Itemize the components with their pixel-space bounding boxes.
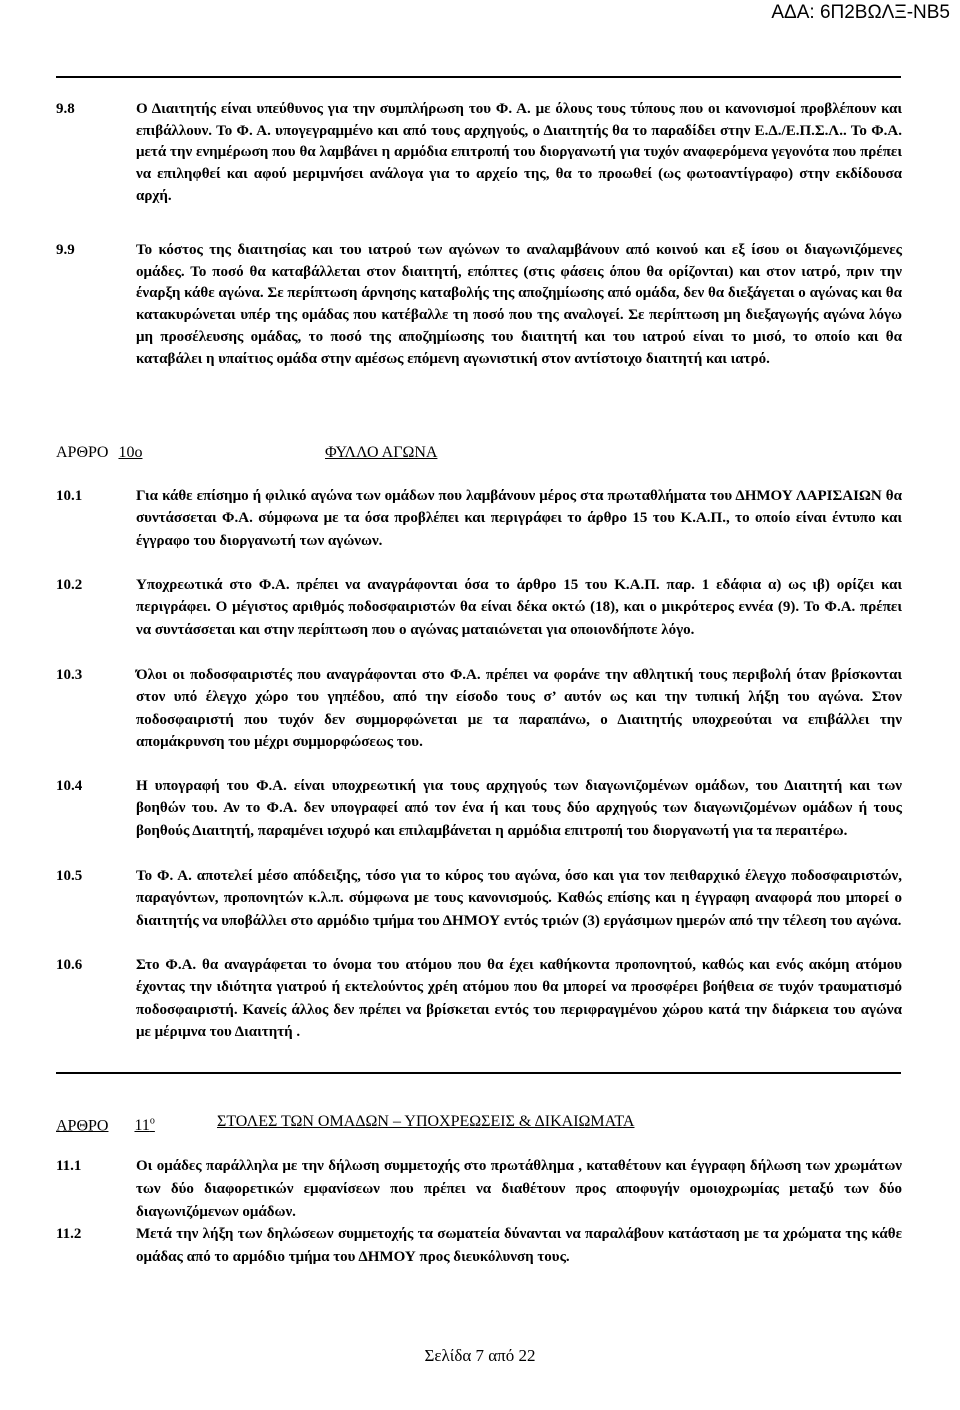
paragraph-text: Στο Φ.Α. θα αναγράφεται το όνομα του ατόμου που θα έχει καθήκοντα προπονητού, καθώς και ενός ακόμη ατόμου έχοντας την ιδιότητα γιατρού ή εκτελούντος χρέη ατόμου που θα μπορεί να προσφέρει βοήθεια σε τυχόν τραυματισμό ποδοσφαιριστή. Κανείς άλλος δεν πρέπει να βρίσκεται εντός του περιφραγμένου χώρου κατά την διάρκεια του αγώνα με μέριμνα του Διαιτητή . — [136, 957, 902, 1040]
paragraph-text: Υποχρεωτικά στο Φ.Α. πρέπει να αναγράφονται όσα το άρθρο 15 του Κ.Α.Π. παρ. 1 εδάφια α) ως ιβ) ορίζει και περιγράφει. Ο μέγιστος αριθμός ποδοσφαιριστών θα είναι δέκα οκτώ (18), και ο μικρότερος εννέα (9). Το Φ.Α. πρέπει να συντάσσεται και στην περίπτωση που ο αγώνας ματαιώνεται για οποιονδήποτε λόγο. — [136, 577, 902, 638]
paragraph-10-1 — [56, 485, 902, 552]
article-number: 11 — [134, 1117, 150, 1135]
article-title: ΦΥΛΛΟ ΑΓΩΝΑ — [325, 444, 438, 461]
paragraph-number: 11.1 — [56, 1158, 82, 1174]
paragraph-10-5 — [56, 865, 902, 932]
article-title: ΣΤΟΛΕΣ ΤΩΝ ΟΜΑΔΩΝ – ΥΠΟΧΡΕΩΣΕΙΣ & ΔΙΚΑΙΩΜΑΤΑ — [217, 1113, 635, 1130]
paragraph-number: 11.2 — [56, 1226, 82, 1242]
article-label: ΑΡΘΡΟ — [56, 1117, 109, 1135]
paragraph-10-4 — [56, 775, 902, 842]
page-number: Σελίδα 7 από 22 — [424, 1346, 536, 1365]
paragraph-text: Μετά την λήξη των δηλώσεων συμμετοχής τα σωματεία δύνανται να παραλάβουν κατάσταση με τα χρώματα της κάθε ομάδας από το αρμόδιο τμήμα του ΔΗΜΟΥ προς διευκόλυνση τους. — [136, 1226, 902, 1266]
article-number: 10ο — [118, 444, 143, 461]
article-label: ΑΡΘΡΟ — [56, 444, 109, 461]
paragraph-text: Το κόστος της διαιτησίας και του ιατρού των αγώνων το αναλαμβάνουν από κοινού και εξ ίσου οι διαγωνιζόμενες ομάδες. Το ποσό θα καταβάλλεται στον διαιτητή, επόπτες (στις φάσεις όπου θα ορίζονται) και στον ιατρό, πριν την έναρξη κάθε αγώνα. Σε περίπτωση άρνησης καταβολής της αποζημίωσης από ομάδα, δεν θα διεξάγεται ο αγώνας και θα κατακυρώνεται υπέρ της ομάδας που κατέβαλλε τη ποσό που της αναλογεί. Σε περίπτωση μη διεξαγωγής αγώνα λόγω μη προσέλευσης ομάδας, το ποσό της αποζημίωσης του διαιτητή και του ιατρού είναι το μισό, το οποίο και θα καταβάλει η υπαίτιος ομάδα στην αμέσως επόμενη αγωνιστική στον αντίστοιχο διαιτητή και ιατρό. — [136, 242, 902, 367]
paragraph-number: 10.4 — [56, 778, 83, 794]
paragraph-text: Για κάθε επίσημο ή φιλικό αγώνα των ομάδων που λαμβάνουν μέρος στα πρωταθλήματα του ΔΗΜΟΥ ΛΑΡΙΣΑΙΩΝ θα συντάσσεται Φ.Α. σύμφωνα με τα όσα προβλέπει και περιγράφει το άρθρο 15 του Κ.Α.Π., το οποίο είναι έντυπο και έγγραφο του διοργανωτή των αγώνων. — [136, 488, 902, 549]
paragraph-number: 10.2 — [56, 577, 83, 593]
paragraph-10-6 — [56, 954, 902, 1043]
article-10-title — [325, 443, 437, 463]
article-11-heading — [56, 1112, 155, 1136]
article-number-suffix: ο — [149, 1116, 155, 1127]
paragraph-10-2 — [56, 574, 902, 641]
ada-code: ΑΔΑ: 6Π2ΒΩΛΞ-ΝΒ5 — [771, 2, 950, 23]
paragraph-number: 9.9 — [56, 242, 75, 258]
paragraph-11-1 — [56, 1155, 902, 1225]
paragraph-text: Οι ομάδες παράλληλα με την δήλωση συμμετοχής στο πρωτάθλημα , καταθέτουν και έγγραφη δήλωση των χρωμάτων των δύο διαφορετικών εμφανίσεων που πρέπει να διαθέτουν προς αποφυγήν ομοιοχρωμίας μεταξύ των δύο διαγωνιζόμενων ομάδων. — [136, 1158, 902, 1221]
paragraph-text: Ο Διαιτητής είναι υπεύθυνος για την συμπλήρωση του Φ. Α. με όλους τους τύπους που οι κανονισμοί προβλέπουν και επιβάλλουν. Το Φ. Α. υπογεγραμμένο και από τους αρχηγούς, ο Διαιτητής θα το παραδίδει στην Ε.Δ./Ε.Π.Σ.Λ.. Το Φ.Α. μετά την ενημέρωση που θα λαμβάνει η αρμόδια επιτροπή του διοργανωτή για τυχόν αναφερόμενα γεγονότα που πρέπει να επιληφθεί και αφού μεριμνήσει ανάλογα για το αρχείο της, θα το προωθεί (ως φωτοαντίγραφο) στην εκδίδουσα αρχή. — [136, 101, 902, 204]
section-rule — [56, 1072, 901, 1074]
paragraph-text: Το Φ. Α. αποτελεί μέσο απόδειξης, τόσο για το κύρος του αγώνα, όσο και για τον πειθαρχικό έλεγχο ποδοσφαιριστών, παραγόντων, προπονητών κ.λ.π. σύμφωνα με τους κανονισμούς. Καθώς επίσης και η έγγραφη αναφορά που μπορεί ο διαιτητής να υποβάλλει στο αρμόδιο τμήμα του ΔΗΜΟΥ εντός τριών (3) εργάσιμων ημερών από την τέλεση του αγώνα. — [136, 868, 902, 929]
paragraph-number: 10.6 — [56, 957, 83, 973]
paragraph-11-2 — [56, 1223, 902, 1269]
paragraph-text: Όλοι οι ποδοσφαιριστές που αναγράφονται στο Φ.Α. πρέπει να φοράνε την αθλητική τους περιβολή όταν βρίσκονται στον υπό έλεγχο χώρο του γηπέδου, από την είσοδο τους σ’ αυτόν ως και την τυπική λήξη του αγώνα. Στον ποδοσφαιριστή που τυχόν δεν συμμορφώνεται με τα παραπάνω, ο Διαιτητής υποχρεούται να επιβάλλει την απομάκρυνση του μέχρι συμμορφώσεως του. — [136, 667, 902, 750]
paragraph-number: 10.3 — [56, 667, 83, 683]
paragraph-text: Η υπογραφή του Φ.Α. είναι υποχρεωτική για τους αρχηγούς των διαγωνιζομένων ομάδων, του Διαιτητή και των βοηθών του. Αν το Φ.Α. δεν υπογραφεί από τον ένα ή και τους δύο αρχηγούς των διαγωνιζομένων ομάδων ή τους βοηθούς Διαιτητή, παραμένει ισχυρό και επιλαμβάνεται η αρμόδια επιτροπή του διοργανωτή για τα περαιτέρω. — [136, 778, 902, 839]
paragraph-number: 9.8 — [56, 101, 75, 117]
paragraph-number: 10.5 — [56, 868, 83, 884]
article-10-heading — [56, 443, 142, 463]
paragraph-9-9 — [56, 240, 902, 370]
article-11-title — [217, 1112, 634, 1132]
paragraph-number: 10.1 — [56, 488, 83, 504]
paragraph-9-8 — [56, 99, 902, 208]
paragraph-10-3 — [56, 664, 902, 753]
top-rule — [56, 76, 901, 78]
